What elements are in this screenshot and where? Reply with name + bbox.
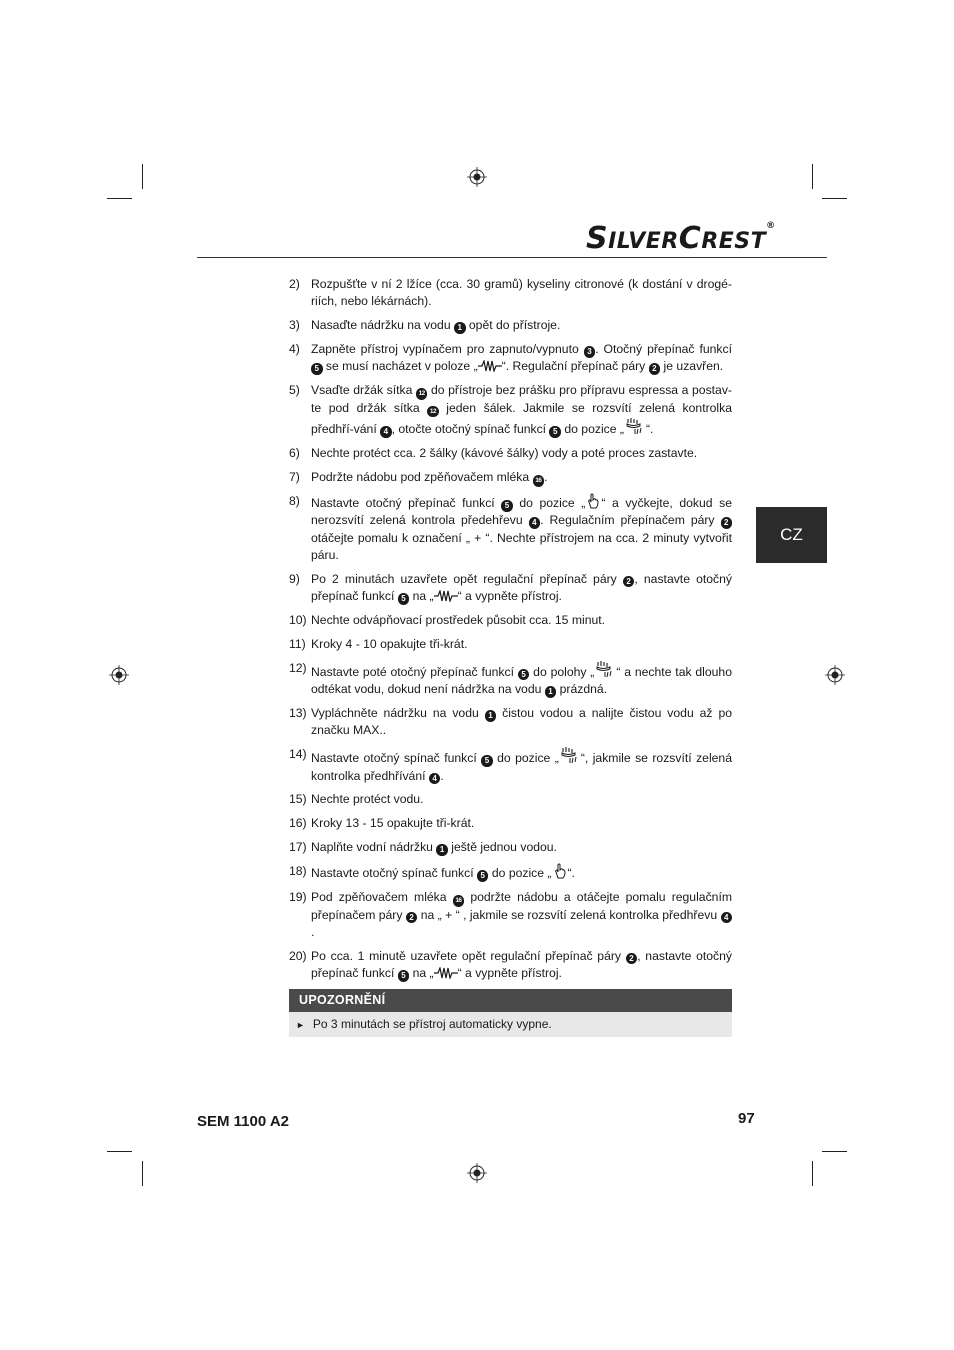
part-number-badge: 4: [429, 773, 441, 785]
brand-logo: SILVERCREST®: [586, 221, 776, 256]
part-number-badge: 3: [584, 346, 596, 358]
part-number-badge: 12: [416, 388, 428, 400]
part-number-badge: 4: [721, 912, 733, 924]
notice-box: [289, 989, 732, 1037]
list-item: 6) Nechte protéct cca. 2 šálky (kávové šálky) vody a poté proces zastavte.: [289, 446, 698, 461]
list-item: 17) Naplňte vodní nádržku 1 ještě jednou vodou.: [289, 840, 557, 855]
notice-title: UPOZORNĚNÍ: [289, 989, 732, 1012]
crop-mark: [822, 1151, 847, 1152]
list-item: 20) Po cca. 1 minutě uzavřete opět regulační přepínač páry 2 , nastavte otočný přepínač funkcí 5 na „ “ a vypněte přístroj.: [289, 948, 732, 980]
part-number-badge: 5: [398, 970, 410, 982]
crop-mark: [822, 198, 847, 199]
crop-mark: [142, 164, 143, 189]
registration-mark-icon: [467, 1163, 487, 1183]
model-number: SEM 1100 A2: [197, 1113, 289, 1130]
crop-mark: [107, 198, 132, 199]
part-number-badge: 12: [427, 406, 439, 418]
header-rule: [197, 257, 827, 258]
list-item: 4) Zapněte přístroj vypínačem pro zapnuto/vypnuto 3 . Otočný přepínač funkcí 5 se musí nacházet v poloze „ “. Regulační přepínač páry 2 je uzavřen.: [289, 342, 732, 374]
list-item: 3) Nasaďte nádržku na vodu 1 opět do přístroje.: [289, 318, 561, 333]
registration-mark-icon: [467, 167, 487, 187]
page-number: 97: [738, 1110, 755, 1127]
part-number-badge: 16: [453, 895, 465, 907]
list-item: 11) Kroky 4 - 10 opakujte tři-krát.: [289, 637, 468, 651]
list-item: 15) Nechte protéct vodu.: [289, 792, 424, 807]
list-item: 7) Podržte nádobu pod zpěňovačem mléka 16 .: [289, 469, 732, 487]
registration-mark-icon: [109, 665, 129, 685]
part-number-badge: 16: [533, 475, 545, 487]
water-hand-icon: [559, 746, 581, 764]
part-number-badge: 4: [529, 517, 541, 529]
list-item: 14) Nastavte otočný spínač funkcí 5 do pozice „ “, jakmile se rozsvítí zelená kontrolka předhřívání 4 .: [289, 747, 732, 783]
notice-body: [289, 1012, 732, 1037]
part-number-badge: 5: [481, 755, 493, 767]
list-item: 10) Nechte odvápňovací prostředek působit cca. 15 minut.: [289, 613, 606, 628]
part-number-badge: 2: [626, 953, 638, 965]
part-number-badge: 2: [406, 912, 418, 924]
part-number-badge: 1: [485, 710, 497, 722]
list-item: 9) Po 2 minutách uzavřete opět regulační přepínač páry 2 , nastavte otočný přepínač funkcí 5 na „ “ a vypněte přístroj.: [289, 571, 733, 604]
instruction-list: [289, 276, 732, 1037]
part-number-badge: 1: [454, 322, 466, 334]
steam-hand-icon: [585, 493, 601, 509]
crop-mark: [107, 1151, 132, 1152]
part-number-badge: 5: [398, 593, 410, 605]
part-number-badge: 2: [649, 363, 661, 375]
part-number-badge: 5: [311, 363, 323, 375]
list-item: 8) Nastavte otočný přepínač funkcí 5 do pozice „ “ a vyčkejte, dokud se nerozsvítí zelená kontrola předehřevu 4 . Regulačním přepínačem páry 2 otáčejte pomalu k označení „ + “. Nechte přístrojem na cca. 2 minuty vytvořit páru.: [289, 494, 732, 563]
part-number-badge: 5: [477, 870, 489, 882]
part-number-badge: 2: [623, 576, 635, 588]
wave-symbol-icon: [434, 967, 458, 979]
wave-symbol-icon: [434, 590, 458, 602]
arrow-right-icon: ►: [296, 1019, 305, 1030]
part-number-badge: 1: [436, 844, 448, 856]
notice-text: Po 3 minutách se přístroj automaticky vypne.: [312, 1016, 552, 1031]
crop-mark: [142, 1161, 143, 1186]
list-item: 19) Pod zpěňovačem mléka 16 podržte nádobu a otáčejte pomalu regulačním přepínačem páry 2 na „ + “ , jakmile se rozsvítí zelená kontrolka předhřevu 4.: [289, 890, 732, 939]
part-number-badge: 5: [501, 500, 513, 512]
list-item: 12) Nastavte poté otočný přepínač funkcí 5 do polohy „ “ a nechte tak dlouho odtékat vodu, dokud není nádržka na vodu 1 prázdná.: [289, 660, 732, 697]
part-number-badge: 5: [549, 426, 561, 438]
water-hand-icon: [594, 660, 616, 678]
list-item: 13) Vypláchněte nádržku na vodu 1 čistou vodou a nalijte čistou vodu až po značku MAX..: [289, 706, 733, 738]
crop-mark: [812, 1161, 813, 1186]
water-hand-icon: [624, 417, 646, 435]
wave-symbol-icon: [478, 360, 502, 372]
steam-hand-icon: [552, 863, 568, 879]
list-item: 18) Nastavte otočný spínač funkcí 5 do pozice „ “.: [289, 864, 575, 881]
registration-mark-icon: [825, 665, 845, 685]
part-number-badge: 1: [545, 686, 557, 698]
list-item: 2) Rozpušťte v ní 2 lžíce (cca. 30 gramů) kyseliny citronové (k dostání v drogé-riích, nebo lékárnách).: [289, 277, 732, 309]
list-item: 5) Vsaďte držák sítka 12 do přístroje bez prášku pro přípravu espressa a postav-te pod držák sítka 12 jeden šálek. Jakmile se rozsvítí zelená kontrolka předhří-vání 4 , otočte otočný spínač funkcí 5 do pozice „ “.: [289, 383, 732, 437]
part-number-badge: 5: [518, 669, 530, 681]
crop-mark: [812, 164, 813, 189]
part-number-badge: 2: [721, 517, 733, 529]
list-item: 16) Kroky 13 - 15 opakujte tři-krát.: [289, 816, 475, 831]
part-number-badge: 4: [380, 426, 392, 438]
language-tab: CZ: [756, 507, 827, 563]
